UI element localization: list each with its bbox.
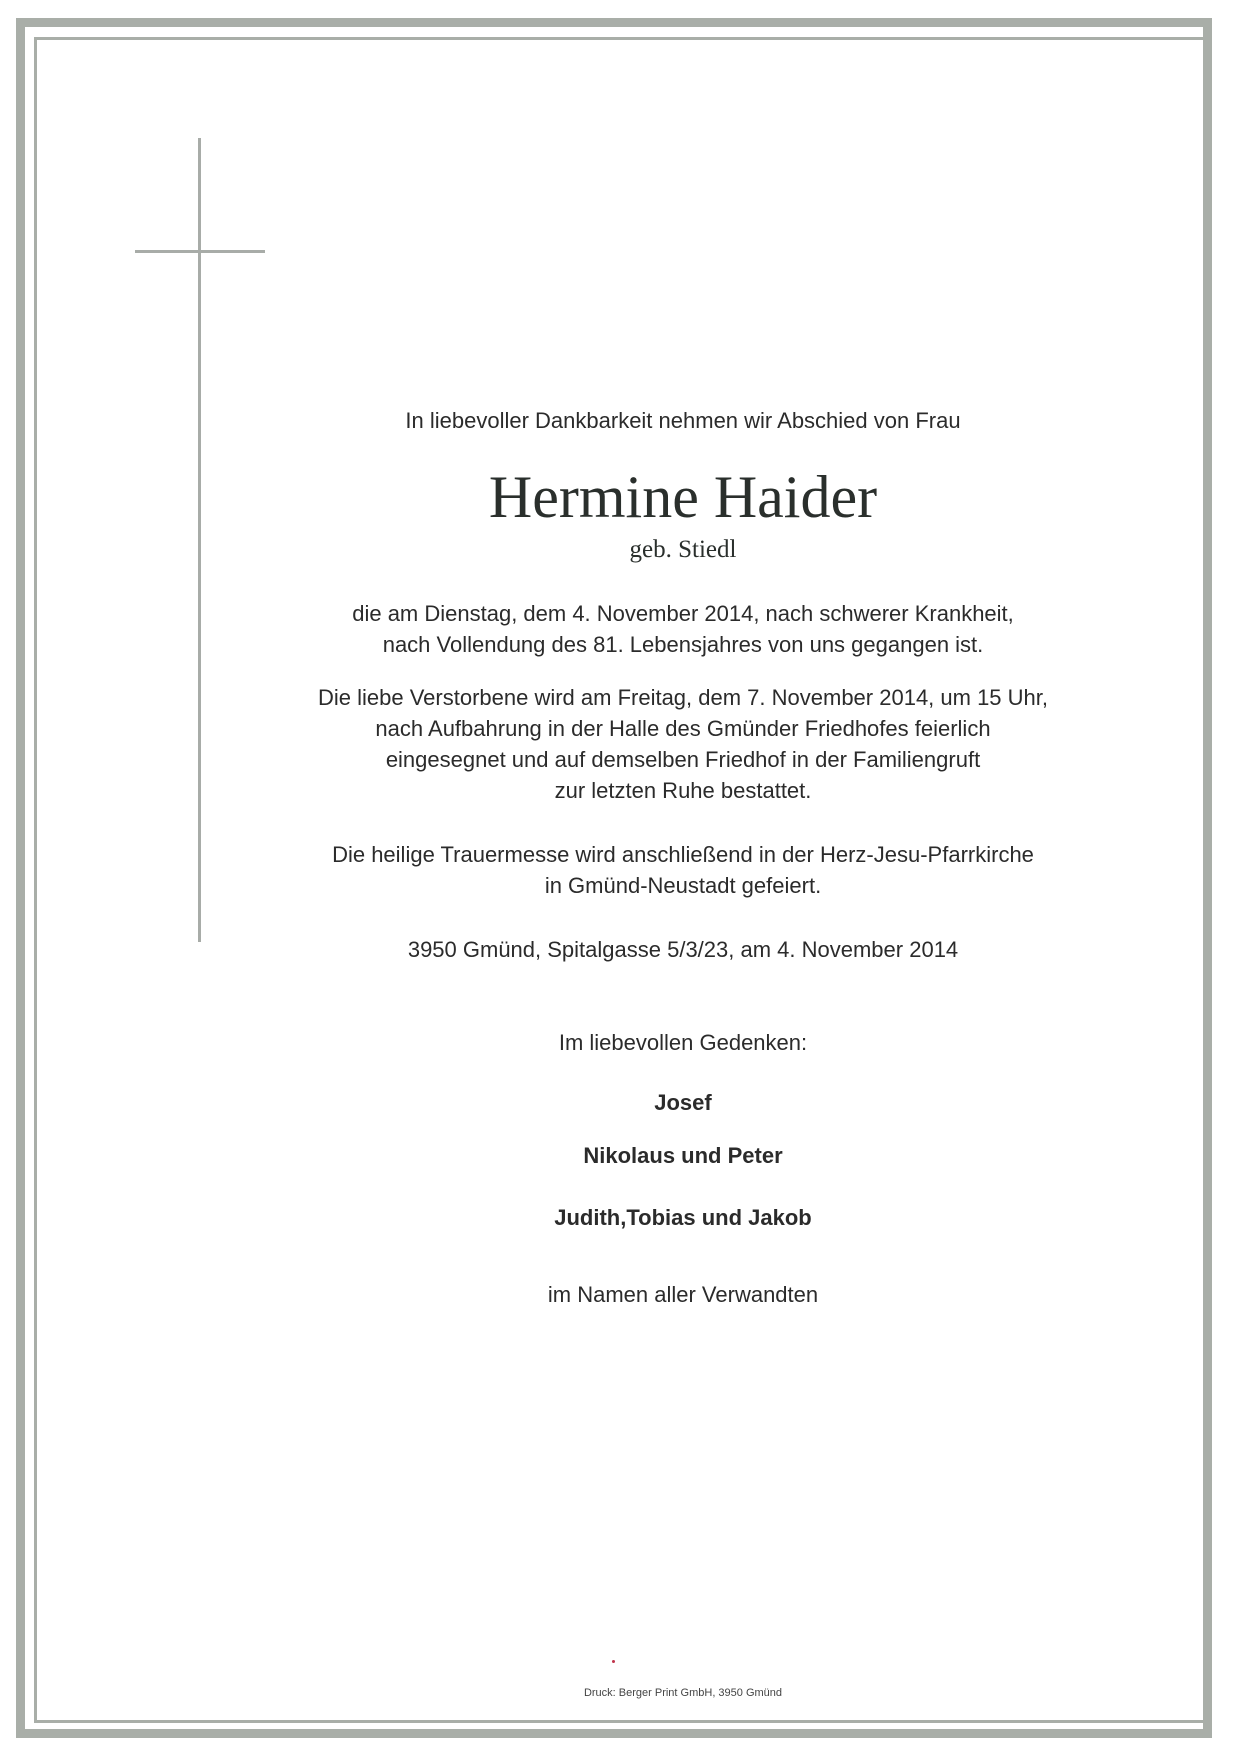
deceased-name: Hermine Haider (488, 464, 878, 530)
death-line: nach Vollendung des 81. Lebensjahres von uns gegangen ist. (382, 632, 984, 657)
mass-paragraph (230, 839, 1136, 901)
mass-line: Die heilige Trauermesse wird anschließend in der Herz-Jesu-Pfarrkirche (332, 842, 1034, 867)
mourner-name: Josef (654, 1090, 712, 1115)
funeral-line: eingesegnet und auf demselben Friedhof in der Familiengruft (385, 747, 981, 772)
funeral-line: nach Aufbahrung in der Halle des Gmünder Friedhofes feierlich (375, 716, 991, 741)
funeral-line: Die liebe Verstorbene wird am Freitag, dem 7. November 2014, um 15 Uhr, (317, 685, 1049, 710)
death-line: die am Dienstag, dem 4. November 2014, nach schwerer Krankheit, (352, 601, 1014, 626)
relatives-line: im Namen aller Verwandten (547, 1282, 819, 1307)
funeral-paragraph (230, 682, 1136, 806)
intro-text: In liebevoller Dankbarkeit nehmen wir Abschied von Frau (405, 408, 961, 433)
printer-credit: Druck: Berger Print GmbH, 3950 Gmünd (583, 1687, 783, 1699)
mass-line: in Gmünd-Neustadt gefeiert. (544, 873, 822, 898)
memory-heading: Im liebevollen Gedenken: (558, 1030, 808, 1055)
funeral-line: zur letzten Ruhe bestattet. (554, 778, 812, 803)
mourner-name: Judith,Tobias und Jakob (554, 1205, 812, 1230)
print-mark (612, 1660, 615, 1663)
address-line: 3950 Gmünd, Spitalgasse 5/3/23, am 4. November 2014 (407, 937, 959, 962)
death-paragraph (230, 598, 1136, 660)
mourner-name: Nikolaus und Peter (583, 1143, 783, 1168)
maiden-name: geb. Stiedl (629, 536, 737, 563)
cross-vertical-bar (198, 138, 201, 942)
cross-horizontal-bar (135, 250, 265, 253)
